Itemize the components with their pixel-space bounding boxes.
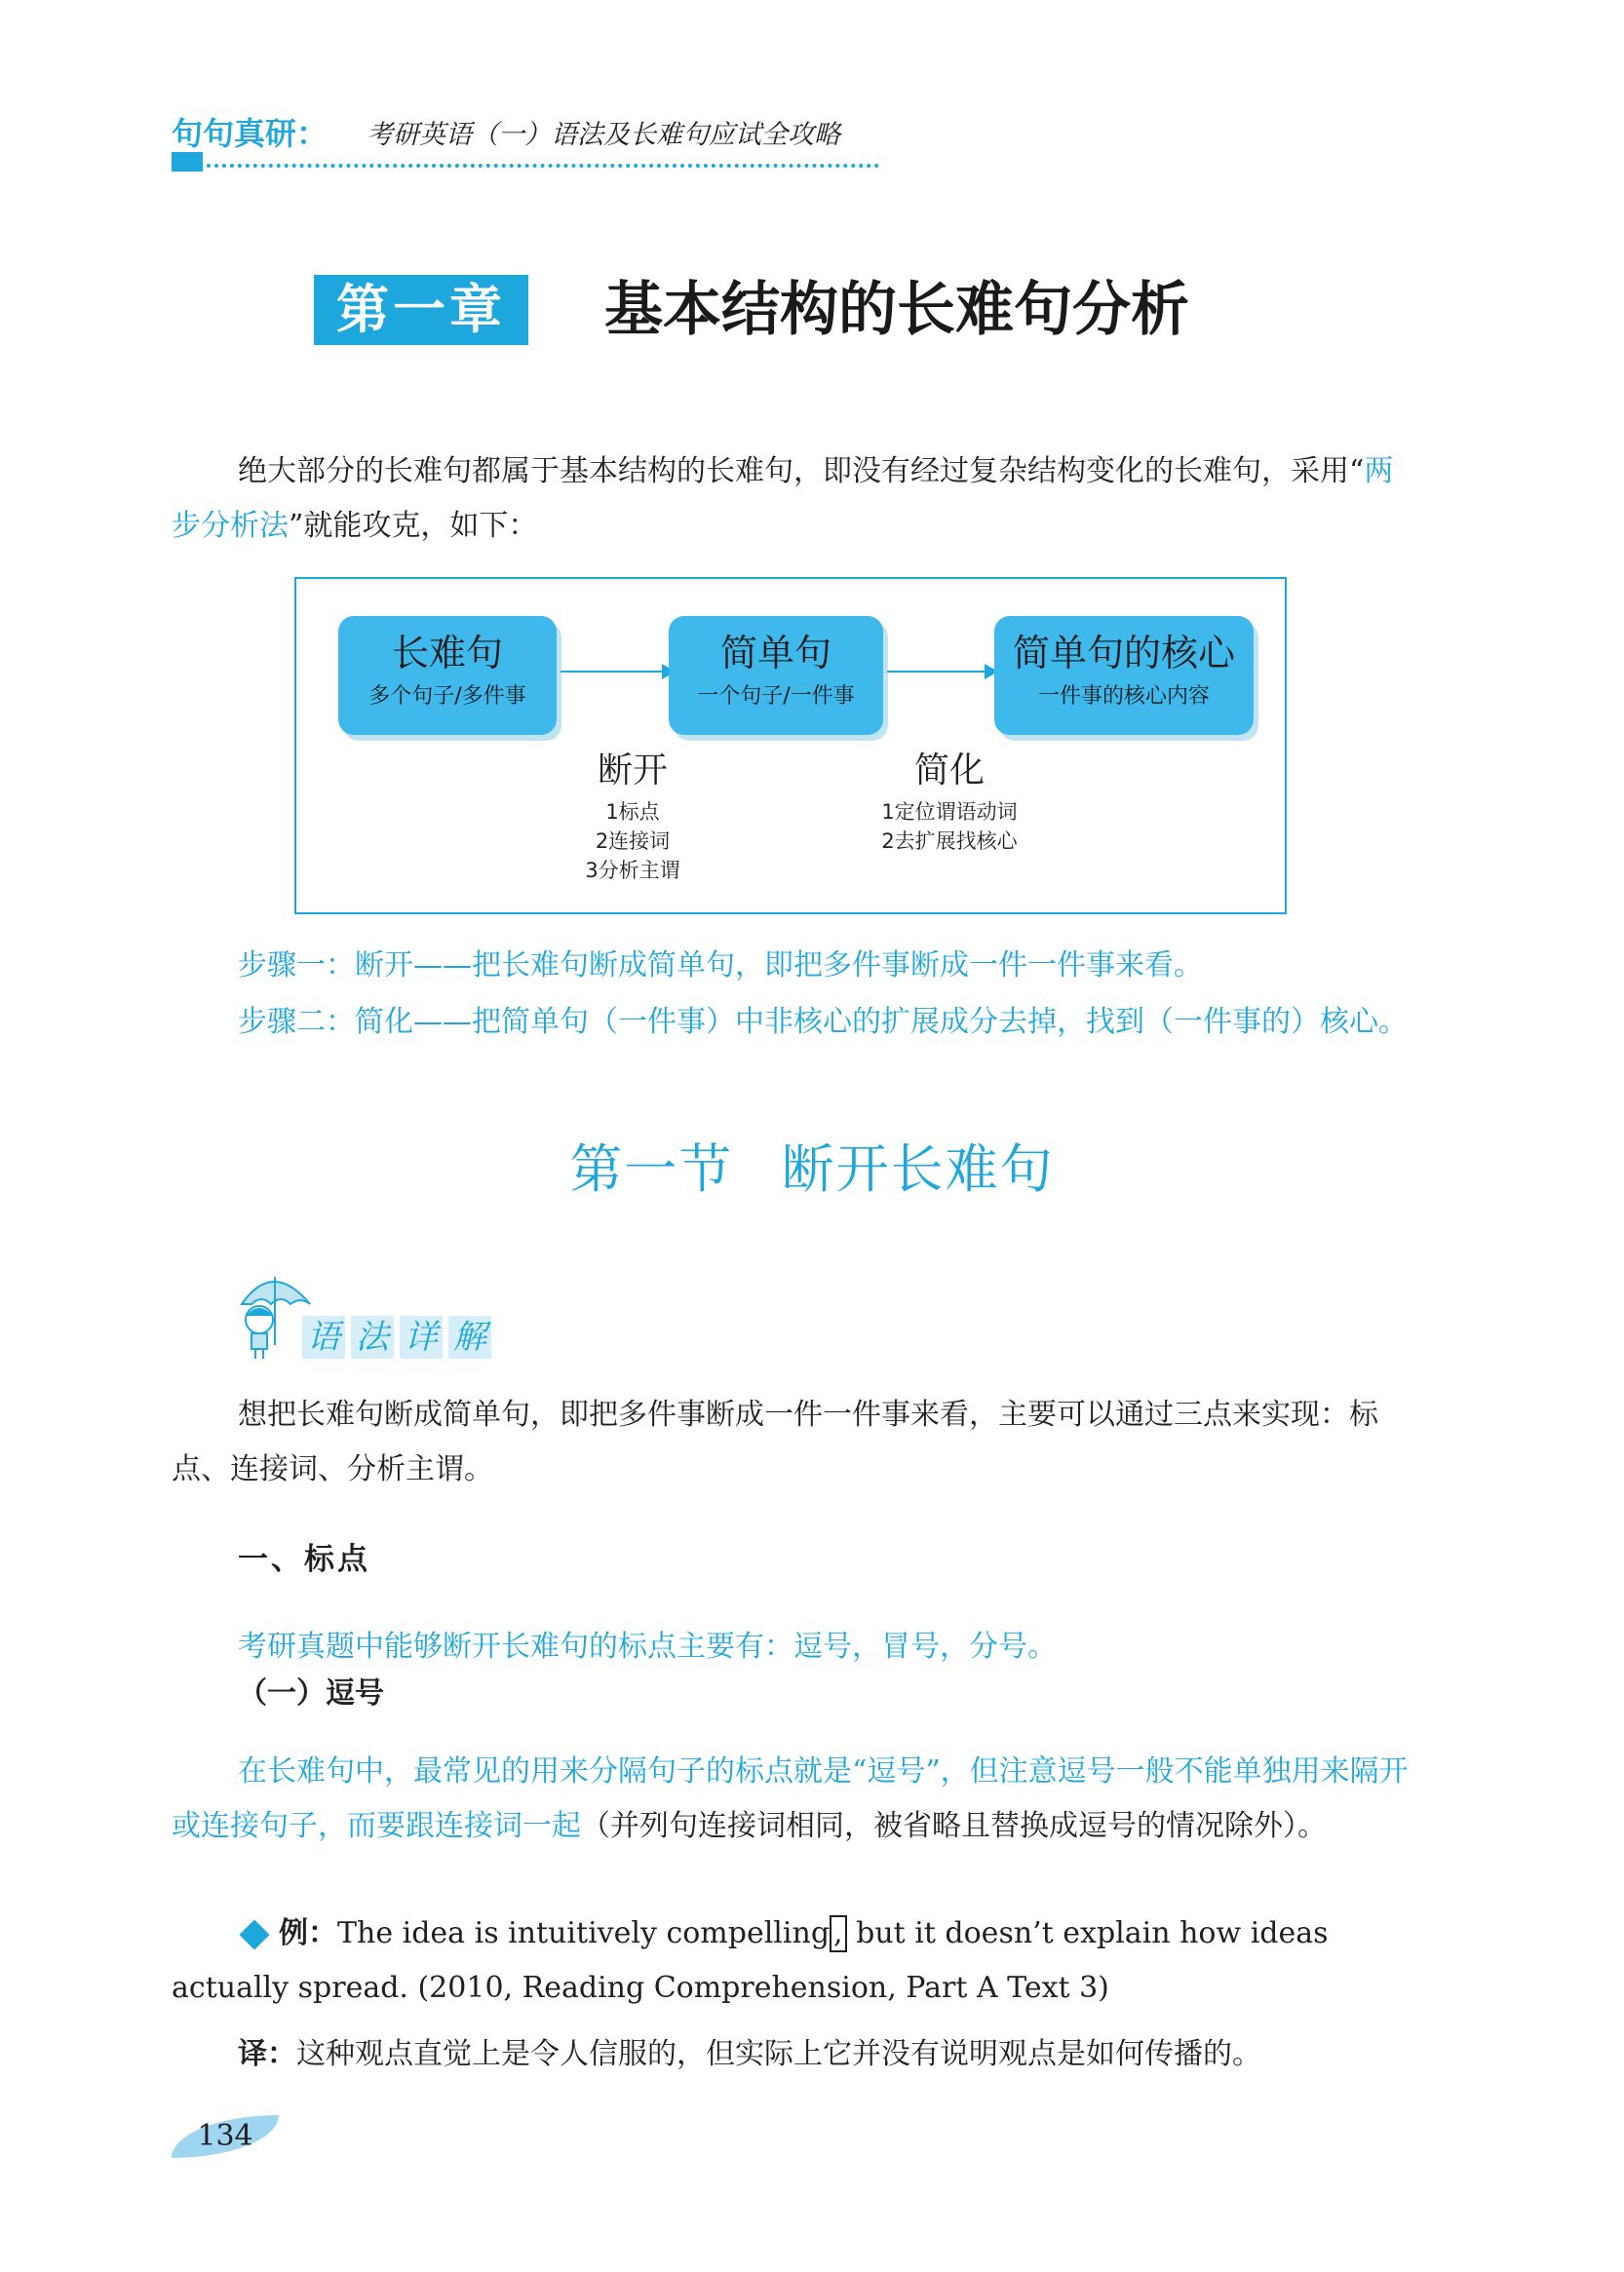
node-sub-label: 一个句子/一件事: [697, 684, 855, 709]
node-sub-label: 多个句子/多件事: [368, 684, 526, 709]
two-step-diagram: [294, 577, 1287, 914]
badge-char: 法: [351, 1316, 394, 1359]
book-brand: 句句真研：: [172, 115, 329, 152]
phase-step: 1定位谓语动词: [881, 800, 1018, 824]
intro-text: 绝大部分的长难句都属于基本结构的长难句，即没有经过复杂结构变化的长难句，采用: [238, 454, 1349, 488]
arrow-right-icon: [561, 671, 674, 673]
grammar-intro: 想把长难句断成简单句，即把多件事断成一件一件事来看，主要可以通过三点来实现：标点、连接词、分析主谓。: [172, 1398, 1378, 1486]
part-one-heading: 一、标点: [238, 1542, 370, 1577]
phase-title: 简化: [913, 751, 985, 790]
translation: [238, 2029, 1261, 2072]
step-two: 步骤二：简化——把简单句（一件事）中非核心的扩展成分去掉，找到（一件事的）核心。: [238, 1005, 1408, 1039]
phase-simplify: [842, 745, 1057, 856]
example-text-rest: but it doesn’t explain how ideas actually spread. (2010, Reading Comprehension, Part A Text 3): [172, 1916, 1329, 2005]
grammar-badge: [234, 1265, 536, 1372]
book-subtitle: 考研英语（一）语法及长难句应试全攻略: [367, 120, 840, 150]
intro-highlight: 两步分析法: [172, 454, 1394, 543]
phase-title: 断开: [597, 751, 668, 790]
quote-open: “: [1349, 454, 1365, 488]
quote-close: ”: [289, 509, 304, 543]
diamond-bullet-icon: [239, 1919, 269, 1949]
step-one: 步骤一：断开——把长难句断成简单句，即把多件事断成一件一件事来看。: [238, 948, 1203, 982]
badge-char: 详: [400, 1316, 443, 1359]
node-sentence-core: [994, 616, 1254, 735]
node-main-label: 简单句的核心: [1012, 632, 1235, 674]
section-title: 第一节 断开长难句: [569, 1138, 1055, 1200]
example-block: [172, 1906, 1410, 2016]
umbrella-girl-icon: [234, 1265, 312, 1363]
phase-break: [550, 745, 715, 885]
node-simple-sentence: [669, 616, 883, 735]
header-bar-decoration: [172, 152, 203, 172]
intro-paragraph: [172, 444, 1410, 554]
grammar-badge-tiles: [302, 1316, 491, 1359]
example-label: 例：: [279, 1916, 337, 1950]
page-number: [172, 2115, 279, 2158]
comma-explanation-rest: （并列句连接词相同，被省略且替换成逗号的情况除外）。: [581, 1809, 1327, 1843]
node-sub-label: 一件事的核心内容: [1037, 684, 1210, 709]
phase-step: 2连接词: [595, 829, 671, 853]
phase-step: 1标点: [605, 800, 660, 824]
chapter-title: 基本结构的长难句分析: [604, 276, 1189, 344]
translation-label: 译：: [238, 2037, 296, 2071]
phase-step: 3分析主谓: [585, 859, 680, 882]
boxed-comma: ,: [830, 1915, 847, 1952]
comma-subheading: （一）逗号: [238, 1676, 384, 1711]
intro-text-after: 就能攻克，如下：: [303, 509, 538, 543]
badge-char: 语: [302, 1316, 345, 1359]
node-main-label: 简单句: [719, 632, 831, 674]
chapter-badge: 第一章: [314, 275, 528, 345]
chapter-heading: [314, 273, 1328, 347]
phase-step: 2去扩展找核心: [881, 829, 1018, 853]
comma-explanation-highlight: 在长难句中，最常见的用来分隔句子的标点就是“逗号”，但注意逗号一般不能单独用来隔开或连接句子，而要跟连接词一起: [172, 1754, 1409, 1843]
node-long-sentence: [338, 616, 557, 735]
badge-char: 解: [448, 1316, 491, 1359]
header-dotted-line: [207, 164, 879, 168]
arrow-right-icon: [887, 671, 996, 673]
node-main-label: 长难句: [391, 632, 503, 674]
steps-list: [238, 938, 1408, 1051]
example-text: The idea is intuitively compelling: [337, 1916, 831, 1950]
punctuation-summary: 考研真题中能够断开长难句的标点主要有：逗号，冒号，分号。: [238, 1630, 1057, 1664]
page-number-text: 134: [197, 2119, 253, 2153]
comma-explanation: [172, 1745, 1410, 1854]
translation-text: 这种观点直觉上是令人信服的，但实际上它并没有说明观点是如何传播的。: [296, 2037, 1261, 2071]
